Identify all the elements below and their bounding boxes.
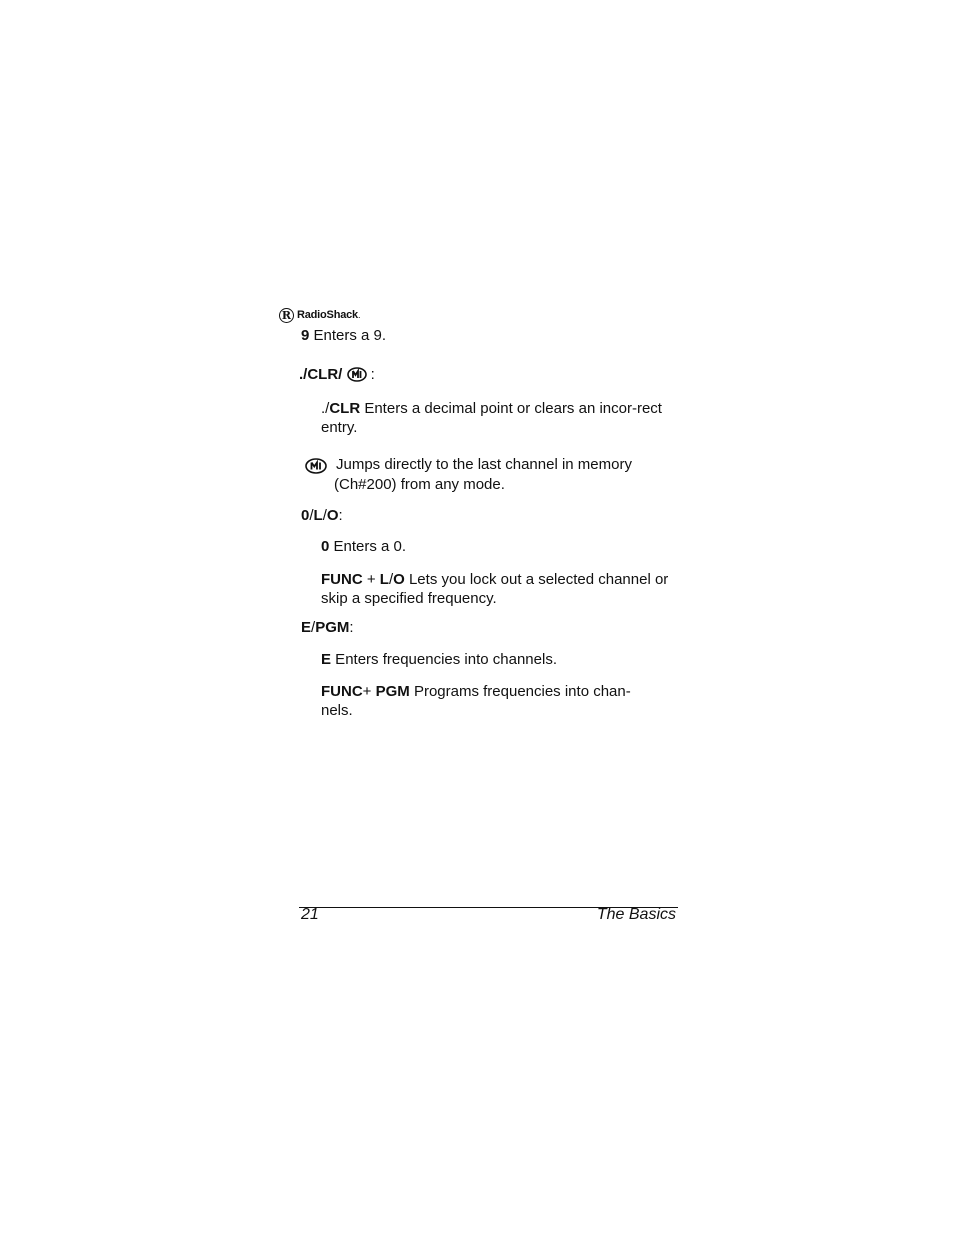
func-lo-func: FUNC xyxy=(321,571,363,588)
radioshack-logo xyxy=(279,306,360,324)
func-pgm-pgm: PGM xyxy=(375,683,410,700)
lo-heading-0: 0 xyxy=(301,507,310,524)
lo-heading-O: O xyxy=(326,507,339,524)
clr-desc-prefix: ./ xyxy=(321,400,330,417)
func-lo-O: O xyxy=(393,571,405,588)
clr-heading-key: ./CLR/ xyxy=(299,366,343,383)
key-0-text: Enters a 0. xyxy=(329,538,407,555)
epgm-heading-colon: : xyxy=(349,619,354,636)
key-0-label: 0 xyxy=(321,538,330,555)
memory-jump-icon xyxy=(347,367,367,386)
func-pgm-text: Programs frequencies into chan-nels. xyxy=(321,683,631,719)
memory-jump-icon-2 xyxy=(305,458,327,478)
logo-name: RadioShack xyxy=(297,309,358,321)
lo-heading-slash1: / xyxy=(309,507,314,524)
registered-mark: R xyxy=(279,308,294,323)
func-pgm-plus: + xyxy=(362,683,376,700)
logo-dot: . xyxy=(357,310,361,320)
memory-desc-line1: Jumps directly to the last channel in memory xyxy=(336,456,632,473)
key-e-text: Enters frequencies into channels. xyxy=(331,651,557,668)
memory-desc-line2: (Ch#200) from any mode. xyxy=(334,476,505,493)
clr-desc-key: CLR xyxy=(329,400,361,417)
func-lo-slash: / xyxy=(388,571,394,588)
lo-heading-colon: : xyxy=(338,507,343,524)
func-lo-entry xyxy=(321,570,677,608)
key-e-label: E xyxy=(321,651,332,668)
func-pgm-entry xyxy=(321,682,661,720)
key-9-entry xyxy=(301,327,386,344)
epgm-heading-slash: / xyxy=(311,619,316,636)
func-lo-L: L xyxy=(379,571,389,588)
clr-description xyxy=(321,399,671,437)
section-title: The Basics xyxy=(596,906,676,923)
clr-heading-colon: : xyxy=(366,366,375,383)
epgm-heading-PGM: PGM xyxy=(315,619,350,636)
key-9-text: Enters a 9. xyxy=(309,327,387,344)
key-9-label: 9 xyxy=(301,327,310,344)
lo-heading-slash2: / xyxy=(322,507,327,524)
func-lo-plus: + xyxy=(362,571,380,588)
lo-heading-L: L xyxy=(313,507,323,524)
clr-heading xyxy=(299,366,375,386)
func-pgm-func: FUNC xyxy=(321,683,363,700)
key-0-entry xyxy=(321,538,406,555)
epgm-heading-E: E xyxy=(301,619,312,636)
key-e-entry xyxy=(321,651,557,668)
func-lo-text: Lets you lock out a selected channel or skip a specified frequency. xyxy=(321,571,669,607)
page-number: 21 xyxy=(301,906,319,923)
lo-heading xyxy=(301,507,343,524)
clr-desc-text: Enters a decimal point or clears an incor-rect entry. xyxy=(321,400,662,436)
epgm-heading xyxy=(301,619,354,636)
